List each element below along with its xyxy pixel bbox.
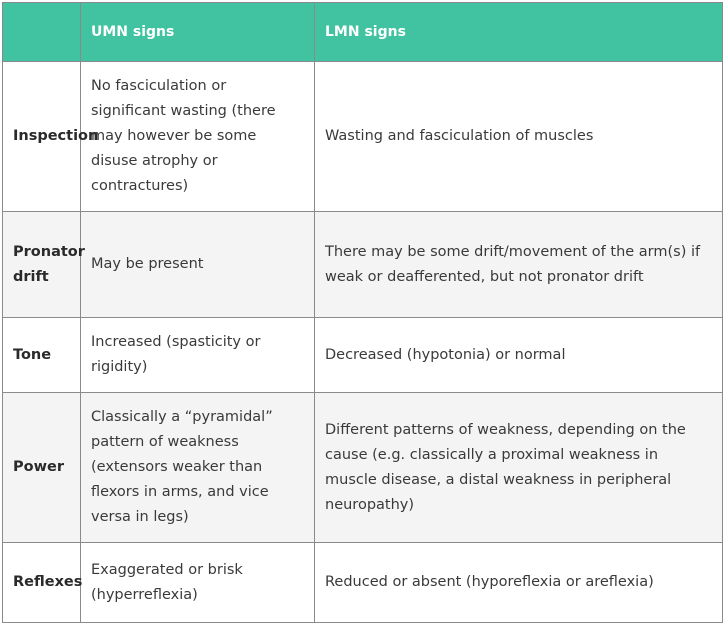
umn-cell: Increased (spasticity or rigidity): [81, 318, 315, 393]
lmn-cell: Decreased (hypotonia) or normal: [315, 318, 723, 393]
header-cell-empty: [3, 3, 81, 62]
umn-cell: Exaggerated or brisk (hyperreflexia): [81, 543, 315, 623]
row-label: Pronator drift: [3, 212, 81, 318]
table-row-power: [3, 393, 723, 543]
lmn-cell: Reduced or absent (hyporeflexia or areflexia): [315, 543, 723, 623]
table-row-pronator-drift: [3, 212, 723, 318]
lmn-cell: Wasting and fasciculation of muscles: [315, 62, 723, 212]
table-row-inspection: [3, 62, 723, 212]
table-row-reflexes: [3, 543, 723, 623]
table-header-row: [3, 3, 723, 62]
row-label: Reflexes: [3, 543, 81, 623]
umn-cell: May be present: [81, 212, 315, 318]
table-row-tone: [3, 318, 723, 393]
lmn-cell: There may be some drift/movement of the arm(s) if weak or deafferented, but not pronator drift: [315, 212, 723, 318]
header-cell-umn-signs: UMN signs: [81, 3, 315, 62]
umn-cell: No fasciculation or significant wasting (there may however be some disuse atrophy or contractures): [81, 62, 315, 212]
lmn-cell: Different patterns of weakness, depending on the cause (e.g. classically a proximal weakness in muscle disease, a distal weakness in peripheral neuropathy): [315, 393, 723, 543]
umn-cell: Classically a “pyramidal” pattern of weakness (extensors weaker than flexors in arms, and vice versa in legs): [81, 393, 315, 543]
header-cell-lmn-signs: LMN signs: [315, 3, 723, 62]
row-label: Tone: [3, 318, 81, 393]
row-label: Power: [3, 393, 81, 543]
umn-lmn-comparison-table: [2, 2, 723, 623]
row-label: Inspection: [3, 62, 81, 212]
